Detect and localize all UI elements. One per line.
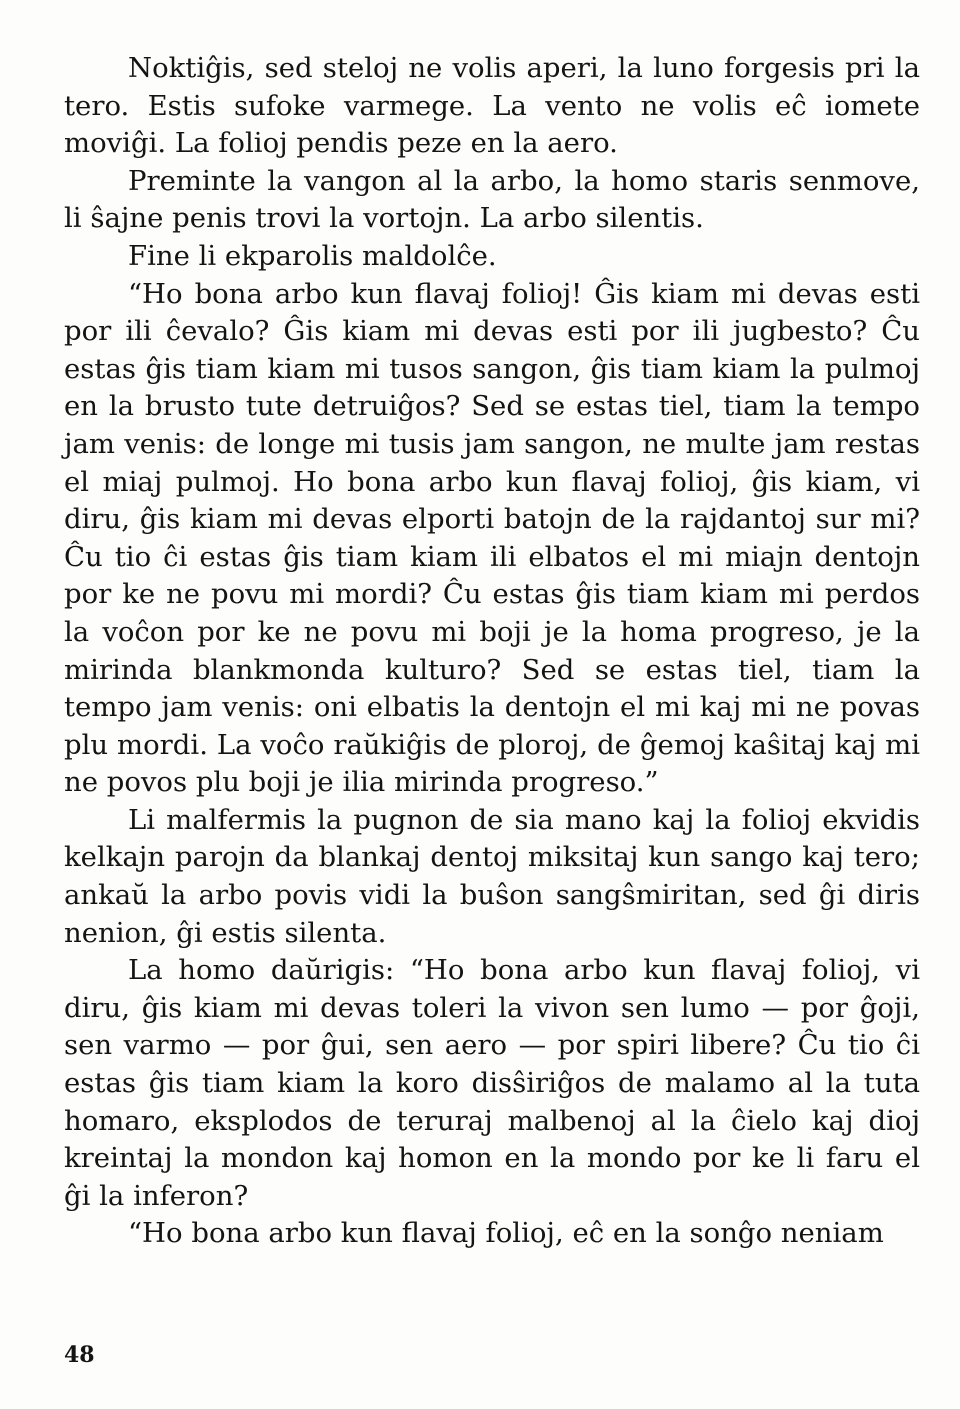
page-number: 48	[64, 1342, 95, 1368]
paragraph: Li malfermis la pugnon de sia mano kaj la folioj ekvidis kelkajn parojn da blankaj dentoj miksitaj kun sango kaj tero; ankaŭ la arbo povis vidi la buŝon sangŝmiritan, sed ĝi diris nenion, ĝi estis silenta.	[64, 803, 920, 949]
paragraph: Noktiĝis, sed steloj ne volis aperi, la luno forgesis pri la tero. Estis sufoke varmege. La vento ne volis eĉ iomete moviĝi. La folioj pendis peze en la aero.	[64, 52, 920, 160]
paragraph: Fine li ekparolis maldolĉe.	[128, 239, 497, 272]
paragraph: Preminte la vangon al la arbo, la homo staris senmove, li ŝajne penis trovi la vortojn. La arbo silentis.	[64, 164, 920, 235]
paragraph: “Ho bona arbo kun flavaj folioj! Ĝis kiam mi devas esti por ili ĉevalo? Ĝis kiam mi devas esti por ili jugbesto? Ĉu estas ĝis tiam kiam mi tusos sangon, ĝis tiam kiam la pulmoj en la brusto tute detruiĝos? Sed se estas tiel, tiam la tempo jam venis: de longe mi tusis jam sangon, ne multe jam restas el miaj pulmoj. Ho bona arbo kun flavaj folioj, ĝis kiam, vi diru, ĝis kiam mi devas elporti batojn de la rajdantoj sur mi? Ĉu tio ĉi estas ĝis tiam kiam ili elbatos el mi miajn dentojn por ke ne povu mi mordi? Ĉu estas ĝis tiam kiam mi perdos la voĉon por ke ne povu mi boji je la homa progreso, je la mirinda blankmonda kulturo? Sed se estas tiel, tiam la tempo jam venis: oni elbatis la dentojn el mi kaj mi ne povas plu mordi. La voĉo raŭkiĝis de ploroj, de ĝemoj kaŝitaj kaj mi ne povos plu boji je ilia mirinda progreso.”	[64, 277, 920, 799]
page-body	[64, 50, 920, 1253]
paragraph: “Ho bona arbo kun flavaj folioj, eĉ en la sonĝo neniam	[128, 1217, 884, 1250]
paragraph: La homo daŭrigis: “Ho bona arbo kun flavaj folioj, vi diru, ĝis kiam mi devas toleri la vivon sen lumo — por ĝoji, sen varmo — por ĝui, sen aero — por spiri libere? Ĉu tio ĉi estas ĝis tiam kiam la koro disŝiriĝos de malamo al la tuta homaro, eksplodos de teruraj malbenoj al la ĉielo kaj dioj kreintaj la mondon kaj homon en la mondo por ke li faru el ĝi la inferon?	[64, 954, 920, 1212]
